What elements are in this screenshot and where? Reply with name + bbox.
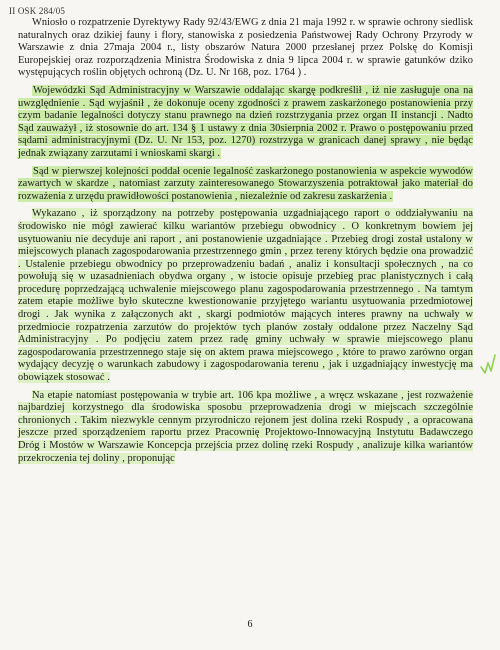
margin-check-mark-icon bbox=[478, 345, 498, 385]
highlighted-text: Sąd w pierwszej kolejności poddał ocenie legalność zaskarżonego postanowienia w aspekcie wywodów zawartych w skardze , natomiast zarzuty zainteresowanego Stowarzyszenia potraktował jako materiał do rozważenia z urzędu prawidłowości postanowienia , niezależnie od zakresu zaskarżenia . bbox=[18, 165, 473, 202]
paragraph-2 bbox=[18, 85, 473, 161]
paragraph-4 bbox=[18, 208, 473, 384]
document-body bbox=[18, 17, 473, 470]
highlighted-text: Wojewódzki Sąd Administracyjny w Warszawie oddalając skargę podkreślił , iż nie zasługuje ona na uwzględnienie . Sąd wyjaśnił , że dokonuje oceny zgodności z prawem zaskarżonego postanowienia przy czym badanie legalności dotyczy stanu prawnego na dzień rozstrzygania przez organ II instancji . Nadto Sąd zauważył , iż stosownie do art. 134 § 1 ustawy z dnia 30sierpnia 2002 r. Prawo o postępowaniu przed sądami administracyjnymi (Dz. U. Nr 153, poz. 1270) rozstrzyga w granicach danej sprawy , nie będąc jednak związany zarzutami i wnioskami skargi . bbox=[18, 84, 473, 159]
paragraph-1: Wniosło o rozpatrzenie Dyrektywy Rady 92/43/EWG z dnia 21 maja 1992 r. w sprawie ochrony siedlisk naturalnych oraz dzikiej fauny i flory, stanowiska z posiedzenia Państwowej Rady Ochrony Przyrody w Warszawie z dnia 27maja 2004 r., listy obszarów Natura 2000 przesłanej przez Polskę do Komisji Europejskiej oraz rozporządzenia Ministra Środowiska z dnia 9 lipca 2004 r. w sprawie gatunków dziko występujących roślin objętych ochroną (Dz. U. Nr 168, poz. 1764 ) . bbox=[18, 17, 473, 79]
paragraph-5 bbox=[18, 390, 473, 466]
paragraph-3 bbox=[18, 166, 473, 204]
highlighted-text: Na etapie natomiast postępowania w trybie art. 106 kpa możliwe , a wręcz wskazane , jest rozważenie najbardziej korzystnego dla środowiska sposobu przeprowadzenia drogi w miejscach szczególnie chronionych . Takim niezwykle cennym przyrodniczo rejonem jest dolina rzeki Rospudy , a opracowana jeszcze przed sporządzeniem raportu przez Pracownię Projektowo-Innowacyjną Instytutu Badawczego Dróg i Mostów w Warszawie Koncepcja przejścia przez dolinę rzeki Rospudy , analizuje kilka wariantów przekroczenia tej doliny , proponując bbox=[18, 389, 473, 464]
highlighted-text: Wykazano , iż sporządzony na potrzeby postępowania uzgadniającego raport o oddziaływaniu na środowisko nie mógł zawierać kilku wariantów przebiegu obwodnicy . O konkretnym bowiem jej usytuowaniu nie decyduje ani raport , ani postanowienie uzgadniające . Przebieg drogi został ustalony w miejscowych planach zagospodarowania przestrzennego gmin , przez tereny których będzie ona prowadzić . Ustalenie przebiegu obwodnicy po przeprowadzeniu badań , analiz i konsultacji społecznych , na co powołują się w uzasadnieniach obydwa organy , w istocie opisuje przebieg prac planistycznych i całą procedurę poprzedzającą uchwalenie miejscowego planu zagospodarowania przestrzennego . Na tamtym zatem etapie możliwe było skuteczne kwestionowanie przyjętego wariantu usytuowania przedmiotowej drogi . Jak wynika z załączonych akt , skargi podmiotów mających interes prawny na uchwały w przedmiocie rozpatrzenia zarzutów do projektów tych planów zostały oddalone przez Naczelny Sąd Administracyjny . Po podjęciu zatem przez radę gminy uchwały w sprawie miejscowego planu zagospodarowania przestrzennego staje się on aktem prawa miejscowego , które to prawo zarówno organ wydający decyzję o warunkach zabudowy i zagospodarowania terenu , jak i uzgadniający inwestycję ma obowiązek stosować . bbox=[18, 208, 473, 384]
case-reference: II OSK 284/05 bbox=[9, 6, 66, 16]
page-number: 6 bbox=[247, 619, 253, 630]
